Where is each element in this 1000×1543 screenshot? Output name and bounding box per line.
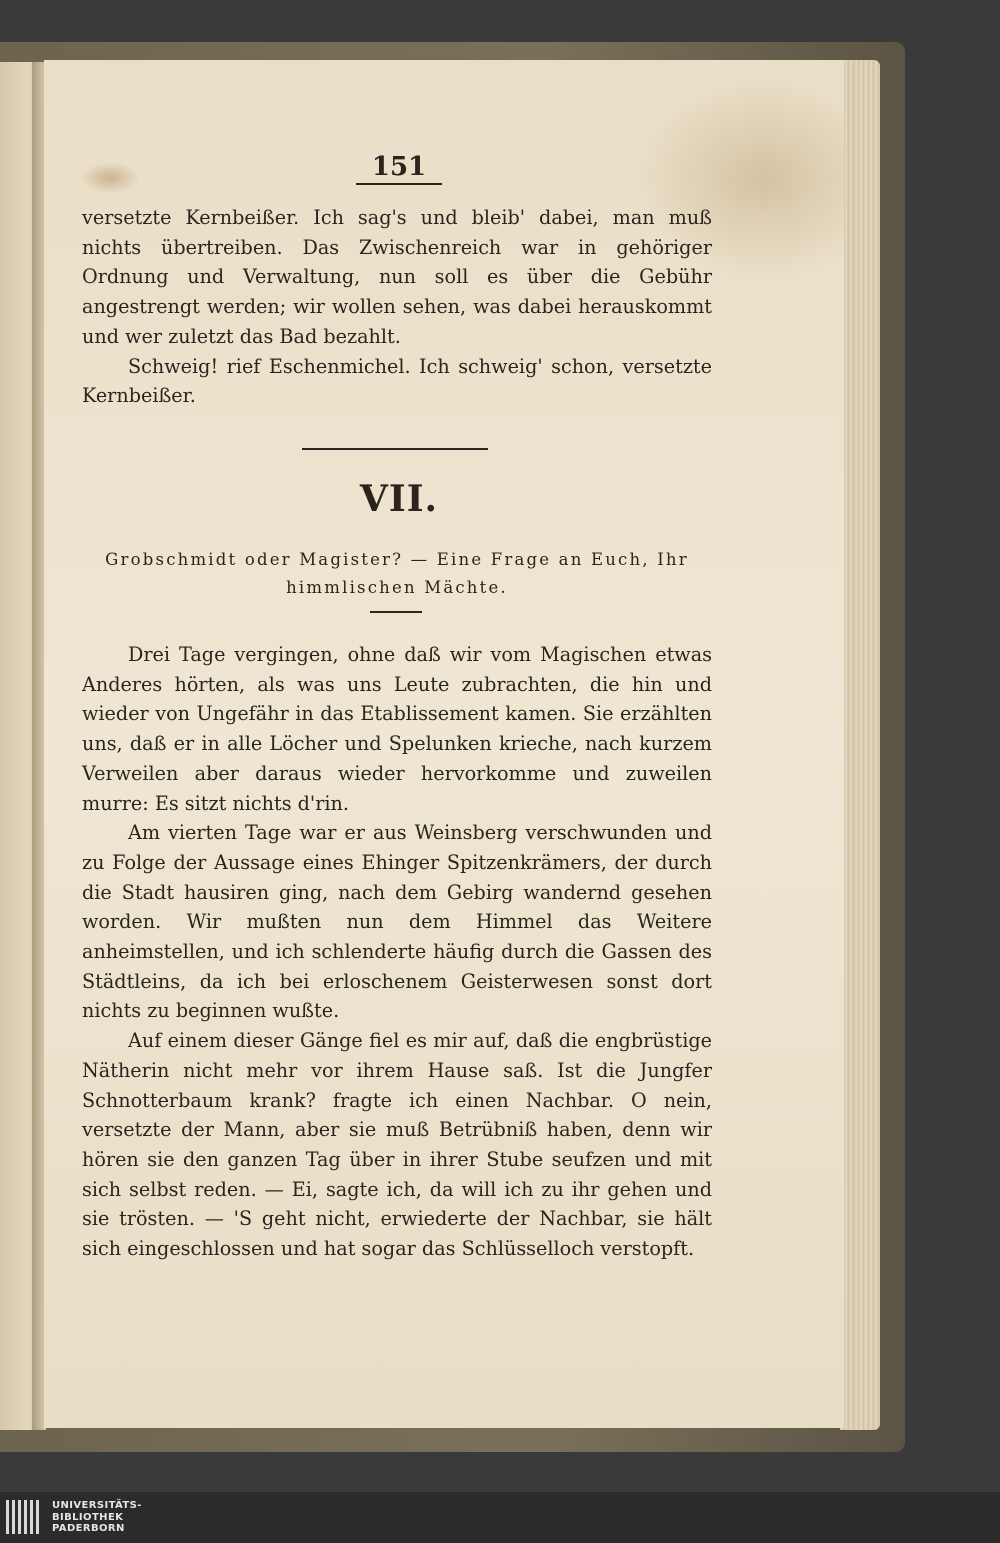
page-number: 151 [371, 152, 427, 182]
paragraph: Auf einem dieser Gänge fiel es mir auf, daß die engbrüstige Nätherin nicht mehr vor ihrem Hause saß. Ist die Jungfer Schnotterbaum krank? fragte ich einen Nachbar. O nein, versetzte der Mann, aber sie muß Betrübniß haben, denn wir hören sie den ganzen Tag über in ihrer Stube seufzen und mit sich selbst reden. — Ei, sagte ich, da will ich zu ihr gehen und sie trösten. — 'S geht nicht, erwiederte der Nachbar, sie hält sich eingeschlossen und hat sogar das Schlüsselloch verstopft. [82, 1029, 712, 1261]
chapter-subtitle: Grobschmidt oder Magister? — Eine Frage an Euch, Ihr himmlischen Mächte. [105, 550, 689, 597]
text-block-top [82, 203, 712, 411]
paragraph: Schweig! rief Eschenmichel. Ich schweig' schon, versetzte Kernbeißer. [82, 354, 712, 408]
subtitle-rule [370, 611, 422, 613]
page-number-rule [356, 183, 442, 185]
paragraph: Drei Tage vergingen, ohne daß wir vom Magischen etwas Anderes hörten, als was uns Leute zubrachten, die hin und wieder von Ungefähr in das Etablissement kamen. Sie erzählten uns, daß er in alle Löcher und Spelunken krieche, nach kurzem Verweilen aber daraus wieder hervorkomme und zuweilen murre: Es sitzt nichts d'rin. [82, 643, 712, 815]
paragraph: versetzte Kernbeißer. Ich sag's und bleib' dabei, man muß nichts übertreiben. Das Zwischenreich war in gehöriger Ordnung und Verwaltung, nun soll es über die Gebühr angestrengt werden; wir wollen sehen, was dabei herauskommt und wer zuletzt das Bad bezahlt. [82, 206, 712, 348]
section-divider [302, 448, 488, 450]
library-logo-icon [6, 1500, 44, 1534]
chapter-number: VII. [359, 478, 439, 520]
text-block-chapter [82, 640, 712, 1264]
book-page [44, 60, 844, 1428]
library-name: UNIVERSITÄTS- BIBLIOTHEK PADERBORN [52, 1500, 142, 1534]
page-edges [840, 60, 880, 1430]
library-footer [0, 1492, 1000, 1543]
paragraph: Am vierten Tage war er aus Weinsberg verschwunden und zu Folge der Aussage eines Ehinger Spitzenkrämers, der durch die Stadt hausiren ging, nach dem Gebirg wandernd gesehen worden. Wir mußten nun dem Himmel das Weitere anheimstellen, und ich schlenderte häufig durch die Gassen des Städtleins, da ich bei erloschenem Geisterwesen sonst dort nichts zu beginnen wußte. [82, 821, 712, 1023]
